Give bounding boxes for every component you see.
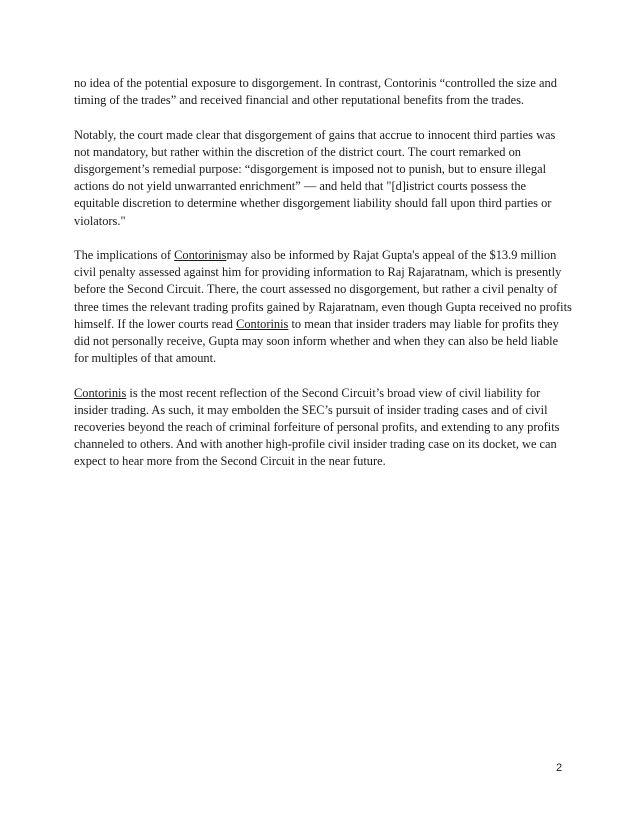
paragraph-3 (74, 247, 574, 367)
page-number: 2 (556, 762, 563, 774)
paragraph-3-text-2: may also be informed by Rajat Gupta's appeal of the $13.9 million civil penalty assessed against him for providing information to Raj Rajaratnam, which is presently before the Second Circuit. There, the court assessed no disgorgement, but rather a civil penalty of three times the relevant trading profits gained by Rajaratnam, even though Gupta received no profits himself. If the lower courts read (74, 248, 572, 331)
paragraph-2 (74, 127, 574, 230)
paragraph-1 (74, 75, 574, 109)
case-name-contorinis: Contorinis (236, 316, 289, 331)
case-name-contorinis: Contorinis (74, 385, 127, 400)
paragraph-3-text-3: to mean that insider traders may liable for profits they did not personally receive, Gupta may soon inform whether and when they can also be held liable for multiples of that amount. (74, 316, 559, 366)
document-body (74, 75, 574, 488)
paragraph-1-text: no idea of the potential exposure to disgorgement. In contrast, Contorinis “controlled the size and timing of the trades” and received financial and other reputational benefits from the trades. (74, 76, 557, 108)
paragraph-2-text: Notably, the court made clear that disgorgement of gains that accrue to innocent third parties was not mandatory, but rather within the discretion of the district court. The court remarked on disgorgement’s remedial purpose: “disgorgement is imposed not to punish, but to ensure illegal actions do not yield unwarranted enrichment” — and held that "[d]istrict courts possess the equitable discretion to determine whether disgorgement liability should fall upon third parties or violators." (74, 127, 556, 228)
paragraph-4 (74, 385, 574, 471)
paragraph-3-text-1: The implications of (74, 248, 175, 262)
paragraph-4-text-1: is the most recent reflection of the Second Circuit’s broad view of civil liability for insider trading. As such, it may embolden the SEC’s pursuit of insider trading cases and of civil recoveries beyond the reach of criminal forfeiture of personal profits, and extending to any profits channeled to others. And with another high-profile civil insider trading case on its docket, we can expect to hear more from the Second Circuit in the near future. (74, 385, 560, 469)
case-name-contorinis: Contorinis (174, 248, 227, 262)
